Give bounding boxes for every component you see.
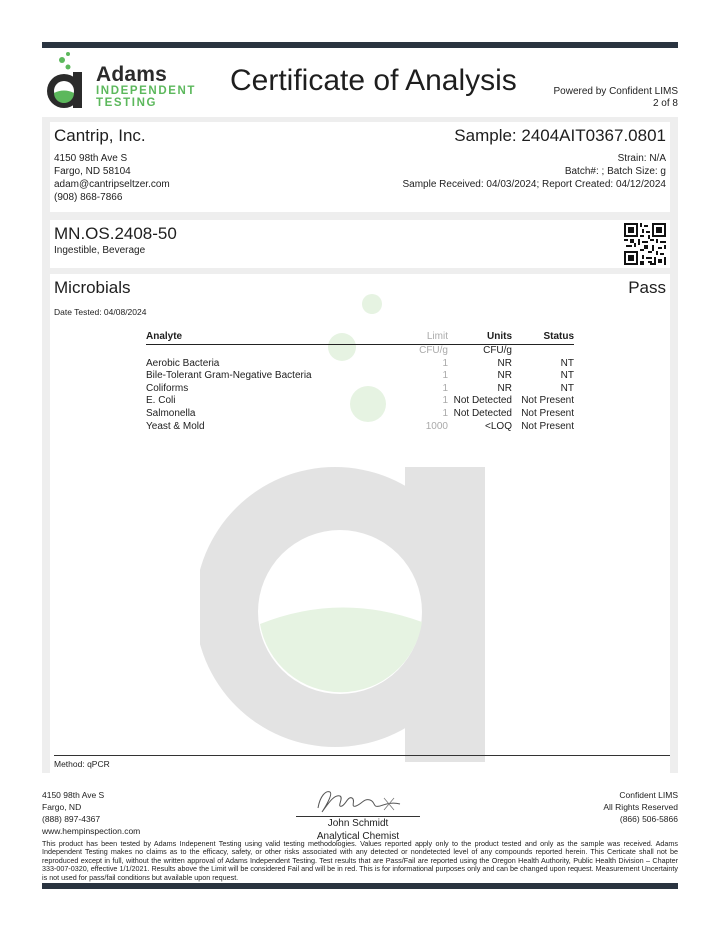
footer-address-line2: Fargo, ND (42, 802, 82, 812)
product-card (50, 220, 670, 268)
table-header-row (146, 331, 574, 345)
sample-details (402, 152, 666, 191)
chemist-title: Analytical Chemist (316, 831, 400, 842)
analyte-units: NR (497, 382, 512, 394)
analyte-limit: 1000 (425, 420, 448, 432)
analyte-units: Not Detected (453, 407, 512, 419)
table-row (146, 421, 574, 434)
client-contact (54, 152, 170, 204)
table-row (146, 408, 574, 421)
table-row (146, 395, 574, 408)
analyte-units: NR (497, 357, 512, 369)
qr-code-icon (624, 223, 666, 265)
footer-lims-contact (603, 789, 678, 825)
logo-brand: Adams (96, 63, 168, 86)
logo-subtitle-2: TESTING (96, 97, 158, 109)
client-name: Cantrip, Inc. (54, 126, 146, 145)
analyte-name: Bile-Tolerant Gram-Negative Bacteria (146, 370, 312, 382)
limit-unit: CFU/g (419, 345, 448, 356)
powered-by: Powered by Confident LIMS (553, 86, 678, 97)
analyte-limit: 1 (442, 382, 448, 394)
product-id: MN.OS.2408-50 (54, 224, 177, 243)
header (42, 50, 678, 112)
table-row (146, 358, 574, 371)
sample-strain: Strain: N/A (617, 153, 666, 164)
client-phone: (908) 868-7866 (54, 192, 123, 203)
result-unit: CFU/g (483, 345, 512, 356)
analyte-units: <LOQ (485, 420, 512, 432)
analyte-units: Not Detected (453, 395, 512, 407)
top-rule (42, 42, 678, 48)
analyte-status: Not Present (521, 395, 574, 407)
analyte-name: Yeast & Mold (146, 420, 205, 432)
footer-lims-phone: (866) 506-5866 (619, 814, 678, 824)
analyte-name: Salmonella (146, 407, 196, 419)
method: Method: qPCR (54, 759, 110, 769)
analyte-name: Aerobic Bacteria (146, 357, 220, 369)
sample-batch: Batch#: ; Batch Size: g (564, 166, 666, 177)
overall-result: Pass (628, 278, 666, 297)
client-address-line2: Fargo, ND 58104 (54, 166, 131, 177)
product-panel (42, 217, 678, 271)
client-card (50, 122, 670, 212)
footer-lims-name: Confident LIMS (619, 790, 678, 800)
signature-line (296, 816, 420, 817)
analyte-limit: 1 (442, 357, 448, 369)
flask-logo-icon (42, 50, 92, 112)
page-number: 2 of 8 (652, 98, 678, 109)
signature-icon (300, 786, 420, 816)
analyte-status: NT (560, 382, 574, 394)
analyte-status: NT (560, 370, 574, 382)
section-title: Microbials (54, 278, 131, 297)
analyte-limit: 1 (442, 395, 448, 407)
analyte-limit: 1 (442, 370, 448, 382)
footer-phone: (888) 897-4367 (42, 814, 101, 824)
footer-rights: All Rights Reserved (603, 802, 678, 812)
sample-title: Sample: 2404AIT0367.0801 (454, 126, 666, 145)
analyte-name: E. Coli (146, 395, 176, 407)
sample-received: Sample Received: 04/03/2024; Report Created: 04/12/2024 (402, 179, 666, 190)
document-title: Certificate of Analysis (230, 64, 517, 97)
footer-address-line1: 4150 98th Ave S (42, 790, 105, 800)
table-row (146, 370, 574, 383)
results-panel (42, 271, 678, 773)
client-panel (42, 117, 678, 217)
header-analyte: Analyte (146, 331, 348, 345)
analyte-name: Coliforms (146, 382, 189, 394)
analyte-status: Not Present (521, 420, 574, 432)
analyte-units: NR (497, 370, 512, 382)
table-row (146, 383, 574, 396)
footer-lab-contact (42, 789, 140, 837)
analyte-limit: 1 (442, 407, 448, 419)
analyte-status: NT (560, 357, 574, 369)
logo-subtitle-1: INDEPENDENT (96, 85, 197, 97)
chemist-name: John Schmidt (327, 818, 389, 829)
header-status: Status (512, 331, 574, 345)
bottom-rule (42, 883, 678, 889)
product-type: Ingestible, Beverage (54, 245, 146, 256)
analyte-status: Not Present (521, 407, 574, 419)
results-table (146, 331, 574, 433)
results-card (50, 274, 670, 773)
footer-website: www.hempinspection.com (42, 826, 141, 836)
method-divider (54, 755, 670, 756)
client-address-line1: 4150 98th Ave S (54, 153, 128, 164)
header-limit: Limit (348, 331, 448, 345)
client-email: adam@cantripseltzer.com (54, 179, 170, 190)
company-logo (42, 50, 202, 112)
disclaimer: This product has been tested by Adams Indepenent Testing using valid testing methodologies. Values reported apply only to the product tested and only as the sample was received. Adams Independent Testing makes no claims as to the efficacy, safety, or other risks associated with any detected or nondetected level of any compounds reported herein. This Certicate shall not be reproduced except in full, without the written approval of Adams Independent Testing. Test results that are Pass/Fail are reported using the Oregon Health Authority, Public Health Division – Chapter 333-007-0320, effective 1/1/2021. Results above the Limit will be considered Fail and will be in red. This is for informational purposes only and can be changed upon request. Measurement Uncertainty is not used for pass/fail conditions but available upon request. (42, 839, 678, 882)
header-units: Units (448, 331, 512, 345)
units-row (146, 345, 574, 358)
date-tested: Date Tested: 04/08/2024 (54, 307, 147, 317)
